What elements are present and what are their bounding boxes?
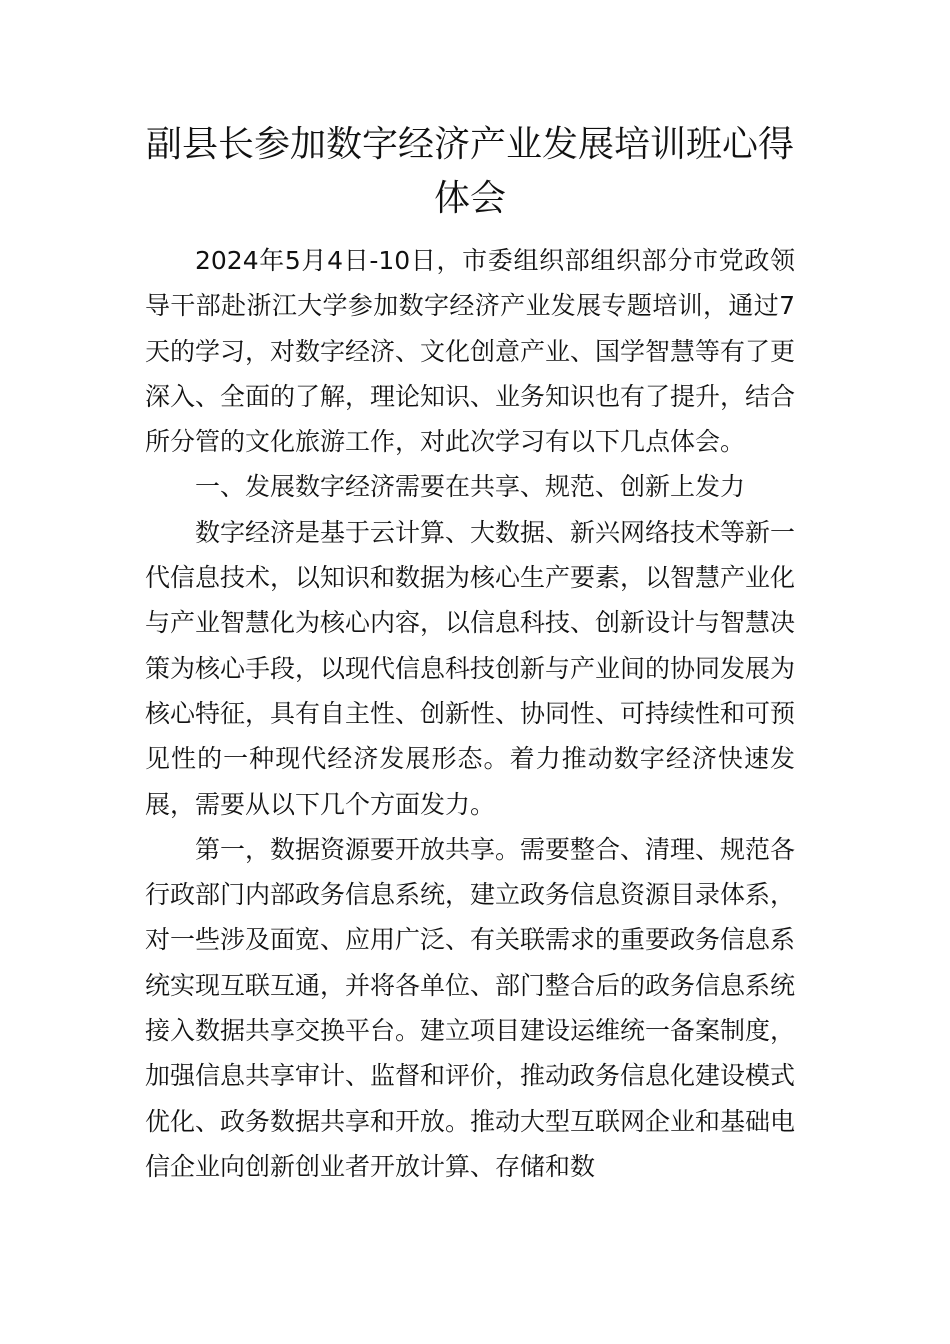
digital-economy-paragraph: 数字经济是基于云计算、大数据、新兴网络技术等新一代信息技术，以知识和数据为核心生产要素，以智慧产业化与产业智慧化为核心内容，以信息科技、创新设计与智慧决策为核心手段，以现代信息科技创新与产业间的协同发展为核心特征，具有自主性、创新性、协同性、可持续性和可预见性的一种现代经济发展形态。着力推动数字经济快速发展，需要从以下几个方面发力。 — [145, 517, 796, 819]
document-body — [145, 238, 795, 1189]
document-page — [145, 118, 795, 1189]
intro-paragraph: 2024年5月4日-10日，市委组织部组织部分市党政领导干部赴浙江大学参加数字经济产业发展专题培训，通过7天的学习，对数字经济、文化创意产业、国学智慧等有了更深入、全面的了解，理论知识、业务知识也有了提升，结合所分管的文化旅游工作，对此次学习有以下几点体会。 — [145, 246, 796, 457]
data-sharing-paragraph: 第一，数据资源要开放共享。需要整合、清理、规范各行政部门内部政务信息系统，建立政务信息资源目录体系，对一些涉及面宽、应用广泛、有关联需求的重要政务信息系统实现互联互通，并将各单位、部门整合后的政务信息系统接入数据共享交换平台。建立项目建设运维统一备案制度，加强信息共享审计、监督和评价，推动政务信息化建设模式优化、政务数据共享和开放。推动大型互联网企业和基础电信企业向创新创业者开放计算、存储和数 — [145, 834, 796, 1181]
section-heading-1: 一、发展数字经济需要在共享、规范、创新上发力 — [195, 472, 746, 502]
document-title: 副县长参加数字经济产业发展培训班心得体会 — [145, 124, 794, 219]
